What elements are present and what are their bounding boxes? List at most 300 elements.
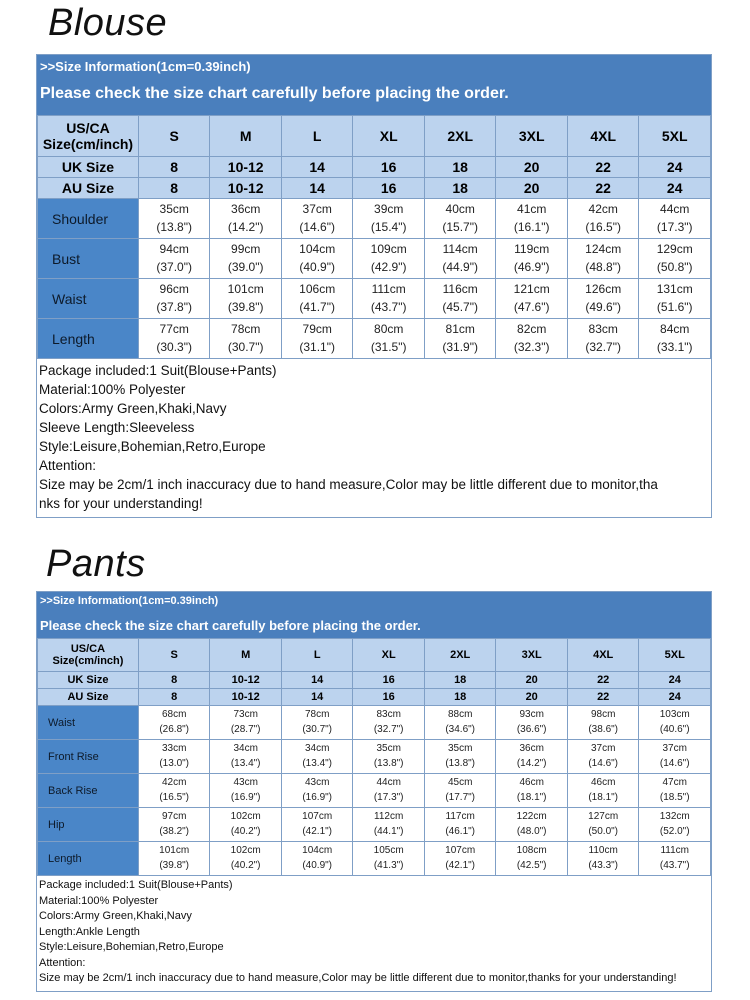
note-line: Material:100% Polyester [39, 894, 159, 907]
au-size-value: 10-12 [210, 178, 282, 199]
measurement-cell [567, 740, 639, 774]
measurement-inch: (30.7") [302, 723, 333, 735]
measurement-cell [567, 808, 639, 842]
au-size-value: 16 [353, 178, 425, 199]
measurement-cm: 35cm [376, 743, 401, 754]
measurement-cell [424, 808, 496, 842]
measurement-cm: 106cm [299, 282, 336, 297]
pants-size-table [37, 638, 711, 876]
measurement-cell [353, 319, 425, 359]
size-s: S [138, 116, 210, 157]
note-line: Size may be 2cm/1 inch inaccuracy due to hand measure,Color may be little different due to monitor,thanks for your understanding! [39, 972, 677, 984]
measurement-inch: (17.3") [656, 219, 693, 234]
measurement-cell [496, 239, 568, 279]
measurement-cm: 122cm [516, 811, 547, 822]
measurement-inch: (40.9") [302, 859, 333, 871]
measurement-cell [281, 319, 353, 359]
measurement-inch: (52.0") [659, 825, 690, 837]
measurement-cm: 111cm [371, 282, 406, 297]
measurement-cm: 112cm [374, 811, 404, 822]
measurement-inch: (14.6") [588, 757, 619, 769]
measurement-inch: (16.5") [159, 791, 190, 803]
note-line: Package included:1 Suit(Blouse+Pants) [39, 879, 233, 891]
measurement-cm: 109cm [370, 242, 407, 257]
measurement-inch: (13.8") [156, 219, 192, 234]
au-size-value: 22 [567, 689, 639, 706]
size-xl: XL [353, 639, 425, 672]
measurement-cm: 39cm [374, 202, 404, 217]
measurement-inch: (41.3") [373, 859, 404, 871]
measurement-cm: 43cm [304, 777, 330, 788]
measurement-cm: 42cm [161, 777, 187, 788]
measurement-inch: (38.6") [588, 723, 619, 735]
measurement-row-front-rise [38, 740, 711, 774]
size-xl: XL [353, 116, 425, 157]
measurement-cm: 36cm [231, 202, 261, 217]
measurement-cm: 46cm [519, 777, 544, 788]
uk-size-value: 16 [353, 672, 425, 689]
measurement-inch: (31.1") [299, 339, 335, 354]
measurement-cm: 46cm [590, 777, 616, 788]
measurement-inch: (44.1") [373, 825, 404, 837]
measurement-inch: (48.8") [585, 259, 621, 274]
size-4xl: 4XL [567, 116, 639, 157]
measurement-inch: (32.3") [513, 339, 550, 354]
au-size-value: 20 [496, 689, 568, 706]
measurement-cm: 80cm [374, 322, 404, 337]
measurement-cell [567, 774, 639, 808]
measurement-label: Bust [38, 239, 139, 279]
measurement-cm: 101cm [227, 282, 264, 297]
pants-title: Pants [46, 543, 146, 585]
size-m: M [210, 639, 282, 672]
uk-size-value: 22 [567, 672, 639, 689]
measurement-inch: (26.8") [159, 723, 190, 735]
uk-size-value: 10-12 [210, 157, 282, 178]
measurement-cm: 43cm [233, 777, 258, 788]
measurement-cell [567, 279, 639, 319]
measurement-cell [639, 808, 711, 842]
measurement-cm: 105cm [373, 845, 404, 856]
measurement-cell [281, 842, 353, 876]
measurement-inch: (13.4") [302, 757, 333, 769]
measurement-inch: (36.6") [516, 723, 547, 735]
measurement-cell [138, 279, 210, 319]
measurement-inch: (34.6") [445, 723, 476, 735]
measurement-cm: 44cm [376, 777, 401, 788]
measurement-cell [567, 199, 639, 239]
au-size-row [38, 178, 711, 199]
measurement-inch: (40.2") [230, 859, 261, 871]
measurement-label: Shoulder [38, 199, 139, 239]
measurement-inch: (38.2") [159, 825, 190, 837]
measurement-cm: 119cm [514, 242, 550, 257]
measurement-cell [138, 706, 210, 740]
measurement-inch: (39.8") [227, 299, 264, 314]
au-size-value: 14 [281, 689, 353, 706]
measurement-cell [353, 740, 425, 774]
au-size-value: 18 [424, 178, 496, 199]
measurement-cm: 99cm [231, 242, 261, 257]
measurement-cell [567, 842, 639, 876]
measurement-cm: 42cm [588, 202, 618, 217]
uk-size-row [38, 157, 711, 178]
measurement-inch: (17.7") [445, 791, 476, 803]
note-line: Colors:Army Green,Khaki,Navy [39, 401, 227, 416]
measurement-cm: 84cm [660, 322, 690, 337]
pants-notes [37, 876, 711, 991]
measurement-cell [138, 319, 210, 359]
measurement-cell [281, 808, 353, 842]
measurement-cell [210, 319, 282, 359]
measurement-inch: (43.7") [659, 859, 690, 871]
measurement-inch: (14.6") [659, 757, 690, 769]
measurement-cell [138, 740, 210, 774]
measurement-inch: (44.9") [442, 259, 478, 274]
measurement-cell [639, 279, 711, 319]
measurement-cell [496, 808, 568, 842]
measurement-inch: (18.1") [588, 791, 619, 803]
measurement-inch: (13.4") [230, 757, 261, 769]
au-size-value: 14 [281, 178, 353, 199]
measurement-cm: 47cm [662, 777, 687, 788]
measurement-cm: 82cm [517, 322, 547, 337]
uk-size-row [38, 672, 711, 689]
measurement-inch: (42.9") [370, 259, 407, 274]
measurement-cm: 124cm [585, 242, 622, 257]
measurement-cell [353, 199, 425, 239]
size-m: M [210, 116, 282, 157]
measurement-cm: 98cm [590, 709, 616, 720]
measurement-cm: 88cm [447, 709, 473, 720]
measurement-cm: 97cm [161, 811, 187, 822]
au-size-value: 18 [424, 689, 496, 706]
measurement-cell [424, 740, 496, 774]
measurement-inch: (15.7") [442, 219, 478, 234]
size-4xl: 4XL [567, 639, 639, 672]
measurement-cm: 81cm [445, 322, 475, 337]
uk-size-label: UK Size [38, 672, 139, 689]
measurement-row-length [38, 842, 711, 876]
size-3xl: 3XL [496, 639, 568, 672]
size-system-label-line: Size(cm/inch) [42, 136, 134, 152]
size-2xl: 2XL [424, 116, 496, 157]
measurement-cell [281, 740, 353, 774]
measurement-cm: 41cm [517, 202, 547, 217]
note-line: Attention: [39, 458, 97, 473]
size-system-label [38, 639, 139, 672]
measurement-inch: (49.6") [585, 299, 621, 314]
uk-size-value: 18 [424, 157, 496, 178]
measurement-cm: 107cm [302, 811, 333, 822]
measurement-inch: (28.7") [230, 723, 261, 735]
measurement-inch: (39.8") [159, 859, 190, 871]
au-size-value: 8 [138, 689, 210, 706]
measurement-cm: 102cm [230, 845, 261, 856]
measurement-cell [496, 319, 568, 359]
size-2xl: 2XL [424, 639, 496, 672]
measurement-inch: (39.0") [227, 259, 264, 274]
measurement-label: Front Rise [38, 740, 139, 774]
measurement-cm: 94cm [159, 242, 189, 257]
measurement-cell [210, 774, 282, 808]
measurement-cell [639, 199, 711, 239]
measurement-inch: (33.1") [656, 339, 693, 354]
measurement-cm: 35cm [447, 743, 473, 754]
measurement-inch: (42.1") [445, 859, 476, 871]
measurement-cell [138, 239, 210, 279]
measurement-cell [138, 774, 210, 808]
measurement-cm: 96cm [159, 282, 189, 297]
au-size-label: AU Size [38, 178, 139, 199]
measurement-inch: (16.5") [585, 219, 621, 234]
measurement-inch: (14.6") [299, 219, 335, 234]
note-line: Material:100% Polyester [39, 382, 186, 397]
uk-size-value: 16 [353, 157, 425, 178]
size-5xl: 5XL [639, 639, 711, 672]
note-line: Attention: [39, 956, 86, 969]
measurement-inch: (43.3") [588, 859, 619, 871]
note-line: Style:Leisure,Bohemian,Retro,Europe [39, 941, 224, 953]
measurement-cell [210, 199, 282, 239]
measurement-cm: 102cm [230, 811, 261, 822]
measurement-cell [639, 706, 711, 740]
measurement-cm: 107cm [445, 845, 476, 856]
measurement-cell [424, 706, 496, 740]
measurement-cell [281, 199, 353, 239]
measurement-inch: (14.2") [227, 219, 264, 234]
measurement-cm: 37cm [302, 202, 332, 217]
pants-size-chart [36, 591, 712, 992]
measurement-cell [496, 279, 568, 319]
measurement-cell [353, 239, 425, 279]
size-system-label-line: Size(cm/inch) [52, 655, 124, 667]
measurement-cell [424, 774, 496, 808]
measurement-cell [496, 740, 568, 774]
measurement-inch: (30.7") [227, 339, 264, 354]
size-system-label-line: US/CA [66, 120, 110, 136]
blouse-size-table [37, 115, 711, 359]
measurement-cm: 44cm [660, 202, 690, 217]
measurement-cm: 78cm [304, 709, 330, 720]
measurement-cell [424, 279, 496, 319]
measurement-cm: 103cm [659, 709, 690, 720]
measurement-cell [281, 239, 353, 279]
measurement-inch: (13.8") [373, 757, 404, 769]
measurement-cell [210, 842, 282, 876]
measurement-cell [353, 774, 425, 808]
measurement-cell [496, 774, 568, 808]
measurement-inch: (16.9") [230, 791, 261, 803]
au-size-label: AU Size [38, 689, 139, 706]
measurement-row-hip [38, 808, 711, 842]
measurement-cm: 78cm [231, 322, 261, 337]
measurement-cell [424, 199, 496, 239]
measurement-cm: 33cm [161, 743, 187, 754]
measurement-cell [281, 774, 353, 808]
measurement-cell [567, 239, 639, 279]
measurement-inch: (46.9") [513, 259, 550, 274]
measurement-row-waist [38, 279, 711, 319]
measurement-inch: (48.0") [516, 825, 547, 837]
note-line: Size may be 2cm/1 inch inaccuracy due to hand measure,Color may be little different due to monitor,tha [39, 477, 658, 492]
pants-check-notice: Please check the size chart carefully before placing the order. [40, 618, 421, 633]
uk-size-value: 22 [567, 157, 639, 178]
measurement-cell [210, 740, 282, 774]
measurement-cm: 131cm [656, 282, 693, 297]
measurement-cell [353, 842, 425, 876]
measurement-cell [138, 199, 210, 239]
measurement-cell [281, 706, 353, 740]
measurement-row-shoulder [38, 199, 711, 239]
uk-size-value: 8 [138, 672, 210, 689]
uk-size-value: 24 [639, 672, 711, 689]
note-line: nks for your understanding! [39, 496, 203, 511]
measurement-inch: (43.7") [370, 299, 407, 314]
measurement-label: Length [38, 842, 139, 876]
measurement-inch: (40.9") [299, 259, 335, 274]
measurement-cell [424, 239, 496, 279]
measurement-cell [639, 740, 711, 774]
measurement-cm: 45cm [447, 777, 473, 788]
measurement-inch: (13.8") [445, 757, 476, 769]
pants-size-info: >>Size Information(1cm=0.39inch) [40, 595, 219, 607]
au-size-value: 8 [138, 178, 210, 199]
note-line: Package included:1 Suit(Blouse+Pants) [39, 363, 277, 378]
measurement-inch: (16.9") [302, 791, 333, 803]
uk-size-value: 8 [138, 157, 210, 178]
measurement-cm: 83cm [588, 322, 618, 337]
uk-size-value: 24 [639, 157, 711, 178]
measurement-cell [496, 199, 568, 239]
measurement-cell [639, 239, 711, 279]
size-header-row [38, 639, 711, 672]
measurement-cm: 68cm [161, 709, 187, 720]
measurement-inch: (37.8") [156, 299, 192, 314]
measurement-cm: 101cm [159, 845, 190, 856]
measurement-cm: 121cm [513, 282, 550, 297]
measurement-inch: (46.1") [445, 825, 476, 837]
measurement-inch: (18.5") [659, 791, 690, 803]
measurement-cm: 104cm [299, 242, 336, 257]
measurement-cell [353, 706, 425, 740]
measurement-cell [210, 706, 282, 740]
note-line: Length:Ankle Length [39, 925, 140, 938]
measurement-label: Length [38, 319, 139, 359]
measurement-inch: (45.7") [442, 299, 478, 314]
measurement-cm: 34cm [304, 743, 330, 754]
measurement-inch: (18.1") [516, 791, 547, 803]
measurement-cell [424, 842, 496, 876]
uk-size-value: 10-12 [210, 672, 282, 689]
measurement-row-bust [38, 239, 711, 279]
measurement-label: Back Rise [38, 774, 139, 808]
measurement-cell [639, 319, 711, 359]
pants-banner [37, 592, 711, 638]
measurement-inch: (42.1") [302, 825, 333, 837]
measurement-inch: (47.6") [513, 299, 550, 314]
measurement-inch: (50.8") [656, 259, 693, 274]
size-l: L [281, 116, 353, 157]
measurement-inch: (50.0") [588, 825, 619, 837]
measurement-cm: 129cm [656, 242, 693, 257]
measurement-row-waist [38, 706, 711, 740]
au-size-value: 24 [639, 689, 711, 706]
uk-size-value: 14 [281, 672, 353, 689]
measurement-inch: (13.0") [159, 757, 190, 769]
note-line: Style:Leisure,Bohemian,Retro,Europe [39, 439, 266, 454]
au-size-value: 20 [496, 178, 568, 199]
measurement-inch: (32.7") [373, 723, 404, 735]
measurement-cm: 110cm [588, 845, 618, 856]
measurement-cell [138, 808, 210, 842]
measurement-cm: 117cm [445, 811, 475, 822]
measurement-cell [353, 808, 425, 842]
blouse-size-info: >>Size Information(1cm=0.39inch) [40, 59, 251, 74]
measurement-inch: (31.5") [370, 339, 407, 354]
measurement-cm: 93cm [519, 709, 544, 720]
au-size-value: 16 [353, 689, 425, 706]
measurement-inch: (32.7") [585, 339, 621, 354]
measurement-cm: 116cm [442, 282, 478, 297]
measurement-inch: (30.3") [156, 339, 192, 354]
measurement-cm: 83cm [376, 709, 401, 720]
measurement-cm: 35cm [159, 202, 189, 217]
measurement-inch: (40.2") [230, 825, 261, 837]
size-l: L [281, 639, 353, 672]
measurement-row-length [38, 319, 711, 359]
uk-size-value: 18 [424, 672, 496, 689]
measurement-cell [567, 319, 639, 359]
measurement-cell [353, 279, 425, 319]
size-s: S [138, 639, 210, 672]
measurement-cm: 79cm [302, 322, 332, 337]
uk-size-label: UK Size [38, 157, 139, 178]
au-size-value: 24 [639, 178, 711, 199]
measurement-cm: 108cm [516, 845, 547, 856]
measurement-inch: (31.9") [442, 339, 478, 354]
blouse-check-notice: Please check the size chart carefully before placing the order. [40, 85, 509, 102]
blouse-size-chart [36, 54, 712, 518]
measurement-cm: 37cm [662, 743, 687, 754]
size-5xl: 5XL [639, 116, 711, 157]
measurement-cell [639, 842, 711, 876]
size-system-label [38, 116, 139, 157]
size-header-row [38, 116, 711, 157]
note-line: Colors:Army Green,Khaki,Navy [39, 910, 192, 922]
measurement-cell [639, 774, 711, 808]
measurement-label: Hip [38, 808, 139, 842]
measurement-label: Waist [38, 706, 139, 740]
blouse-notes [37, 359, 711, 517]
measurement-cm: 127cm [588, 811, 619, 822]
measurement-cell [210, 279, 282, 319]
au-size-value: 22 [567, 178, 639, 199]
measurement-cell [210, 239, 282, 279]
measurement-cell [567, 706, 639, 740]
measurement-inch: (14.2") [516, 757, 547, 769]
measurement-inch: (51.6") [656, 299, 693, 314]
measurement-inch: (41.7") [299, 299, 335, 314]
measurement-inch: (15.4") [370, 219, 407, 234]
measurement-inch: (42.5") [516, 859, 547, 871]
measurement-cm: 77cm [159, 322, 189, 337]
measurement-cm: 40cm [445, 202, 475, 217]
measurement-cell [138, 842, 210, 876]
measurement-cell [496, 842, 568, 876]
measurement-cell [424, 319, 496, 359]
blouse-title: Blouse [48, 2, 168, 44]
